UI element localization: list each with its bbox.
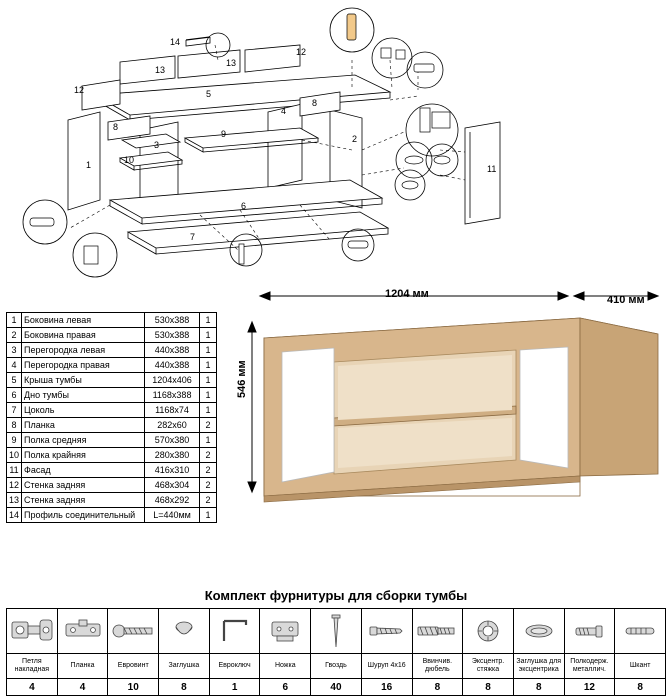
- door-right: [520, 347, 568, 468]
- part-num: 5: [7, 373, 22, 388]
- kit-item-count: 8: [159, 679, 210, 696]
- part-size: 416x310: [145, 463, 200, 478]
- part-size: 440x388: [145, 343, 200, 358]
- cam-cap-icon: [513, 609, 564, 654]
- screw-4x16-icon: [361, 609, 412, 654]
- callout-5: 5: [206, 89, 212, 99]
- part-size: 1168x74: [145, 403, 200, 418]
- part-qty: 1: [200, 328, 217, 343]
- table-row: [7, 343, 217, 358]
- part-qty: 1: [200, 358, 217, 373]
- kit-item-count: 8: [615, 679, 666, 696]
- part-name: Планка: [22, 418, 145, 433]
- part-qty: 1: [200, 343, 217, 358]
- part-num: 7: [7, 403, 22, 418]
- kit-item-name: Ножка: [260, 654, 311, 679]
- part-name: Профиль соединительный: [22, 508, 145, 523]
- shelf-support-icon: [564, 609, 615, 654]
- cap-icon: [159, 609, 210, 654]
- kit-item-count: 6: [260, 679, 311, 696]
- kit-item-name: Гвоздь: [311, 654, 362, 679]
- euro-key-icon: [209, 609, 260, 654]
- kit-item-count: 4: [7, 679, 58, 696]
- part-name: Боковина левая: [22, 313, 145, 328]
- table-row: [7, 508, 217, 523]
- kit-item-count: 12: [564, 679, 615, 696]
- part-size: 280x380: [145, 448, 200, 463]
- callout-11: 11: [487, 164, 497, 174]
- kit-item-name: Заглушка: [159, 654, 210, 679]
- part-qty: 1: [200, 403, 217, 418]
- kit-item-count: 16: [361, 679, 412, 696]
- part-num: 8: [7, 418, 22, 433]
- dimension-depth-label: 410 мм: [607, 294, 645, 306]
- callout-9: 9: [221, 129, 227, 139]
- table-row: [7, 373, 217, 388]
- table-row: [7, 433, 217, 448]
- part-name: Полка средняя: [22, 433, 145, 448]
- part-size: 440x388: [145, 358, 200, 373]
- kit-item-name: Заглушка для эксцентрика: [513, 654, 564, 679]
- kit-item-name: Евроключ: [209, 654, 260, 679]
- table-row: [7, 463, 217, 478]
- dowel-screw-icon: [412, 609, 463, 654]
- hardware-kit-table: [6, 608, 666, 696]
- table-row: [7, 478, 217, 493]
- hardware-kit-title: Комплект фурнитуры для сборки тумбы: [204, 588, 468, 603]
- kit-item-name: Шкант: [615, 654, 666, 679]
- part-qty: 2: [200, 448, 217, 463]
- callout-8b: 8: [312, 98, 318, 108]
- part-qty: 1: [200, 433, 217, 448]
- cam-lock-icon: [463, 609, 514, 654]
- table-row: [7, 418, 217, 433]
- table-row: [7, 493, 217, 508]
- parts-table: [6, 312, 217, 523]
- part-name: Стенка задняя: [22, 478, 145, 493]
- kit-item-name: Планка: [57, 654, 108, 679]
- part-name: Полка крайняя: [22, 448, 145, 463]
- callout-1: 1: [86, 160, 92, 170]
- exploded-view-diagram: [0, 0, 672, 280]
- part-qty: 1: [200, 508, 217, 523]
- callout-12b: 12: [296, 47, 307, 57]
- part-size: 530x388: [145, 313, 200, 328]
- part-size: 1204x406: [145, 373, 200, 388]
- part-size: 468x292: [145, 493, 200, 508]
- part-num: 1: [7, 313, 22, 328]
- part-size: 530x388: [145, 328, 200, 343]
- nail-icon: [311, 609, 362, 654]
- callout-8a: 8: [113, 122, 119, 132]
- kit-item-count: 10: [108, 679, 159, 696]
- part-name: Перегородка левая: [22, 343, 145, 358]
- part-name: Стенка задняя: [22, 493, 145, 508]
- part-qty: 1: [200, 388, 217, 403]
- part-num: 9: [7, 433, 22, 448]
- kit-item-name: Петля накладная: [7, 654, 58, 679]
- part-size: L=440мм: [145, 508, 200, 523]
- part-num: 6: [7, 388, 22, 403]
- part-num: 11: [7, 463, 22, 478]
- kit-item-name: Полкодерж. металлич.: [564, 654, 615, 679]
- part-qty: 2: [200, 463, 217, 478]
- part-num: 10: [7, 448, 22, 463]
- part-num: 2: [7, 328, 22, 343]
- part-name: Боковина правая: [22, 328, 145, 343]
- callout-10: 10: [124, 155, 135, 165]
- kit-item-name: Ввинчив. дюбель: [412, 654, 463, 679]
- part-name: Крыша тумбы: [22, 373, 145, 388]
- euro-screw-icon: [108, 609, 159, 654]
- dimension-width-label: 1204 мм: [385, 288, 429, 300]
- callout-12a: 12: [74, 85, 85, 95]
- part-size: 1168x388: [145, 388, 200, 403]
- part-num: 4: [7, 358, 22, 373]
- callout-6: 6: [241, 201, 247, 211]
- callout-4: 4: [281, 106, 287, 116]
- kit-item-name: Шуруп 4х16: [361, 654, 412, 679]
- table-row: [7, 448, 217, 463]
- cabinet-render: [238, 282, 668, 522]
- part-size: 468x304: [145, 478, 200, 493]
- callout-14: 14: [170, 37, 181, 47]
- callout-3: 3: [154, 140, 160, 150]
- kit-item-name: Эксцентр. стяжка: [463, 654, 514, 679]
- leg-icon: [260, 609, 311, 654]
- part-size: 282x60: [145, 418, 200, 433]
- part-size: 570x380: [145, 433, 200, 448]
- table-row: [7, 403, 217, 418]
- kit-item-count: 8: [513, 679, 564, 696]
- kit-item-count: 1: [209, 679, 260, 696]
- part-num: 14: [7, 508, 22, 523]
- kit-item-name: Евровинт: [108, 654, 159, 679]
- part-qty: 1: [200, 373, 217, 388]
- part-qty: 1: [200, 313, 217, 328]
- height-dimension-line: [248, 322, 256, 492]
- table-row: [7, 328, 217, 343]
- callout-2: 2: [352, 134, 358, 144]
- part-name: Дно тумбы: [22, 388, 145, 403]
- part-qty: 2: [200, 493, 217, 508]
- cabinet-right-side: [580, 318, 658, 476]
- part-num: 12: [7, 478, 22, 493]
- dimension-height-label: 546 мм: [236, 360, 248, 398]
- kit-item-count: 8: [412, 679, 463, 696]
- callout-7: 7: [190, 232, 196, 242]
- dowel-icon: [615, 609, 666, 654]
- kit-item-count: 40: [311, 679, 362, 696]
- part-qty: 2: [200, 478, 217, 493]
- part-name: Перегородка правая: [22, 358, 145, 373]
- kit-item-count: 4: [57, 679, 108, 696]
- table-row: [7, 358, 217, 373]
- table-row: [7, 388, 217, 403]
- hinge-overlay-icon: [7, 609, 58, 654]
- part-num: 13: [7, 493, 22, 508]
- part-name: Цоколь: [22, 403, 145, 418]
- part-num: 3: [7, 343, 22, 358]
- door-left: [282, 348, 334, 482]
- callout-13a: 13: [155, 65, 166, 75]
- kit-item-count: 8: [463, 679, 514, 696]
- plate-icon: [57, 609, 108, 654]
- part-name: Фасад: [22, 463, 145, 478]
- part-qty: 2: [200, 418, 217, 433]
- callout-13b: 13: [226, 58, 237, 68]
- table-row: [7, 313, 217, 328]
